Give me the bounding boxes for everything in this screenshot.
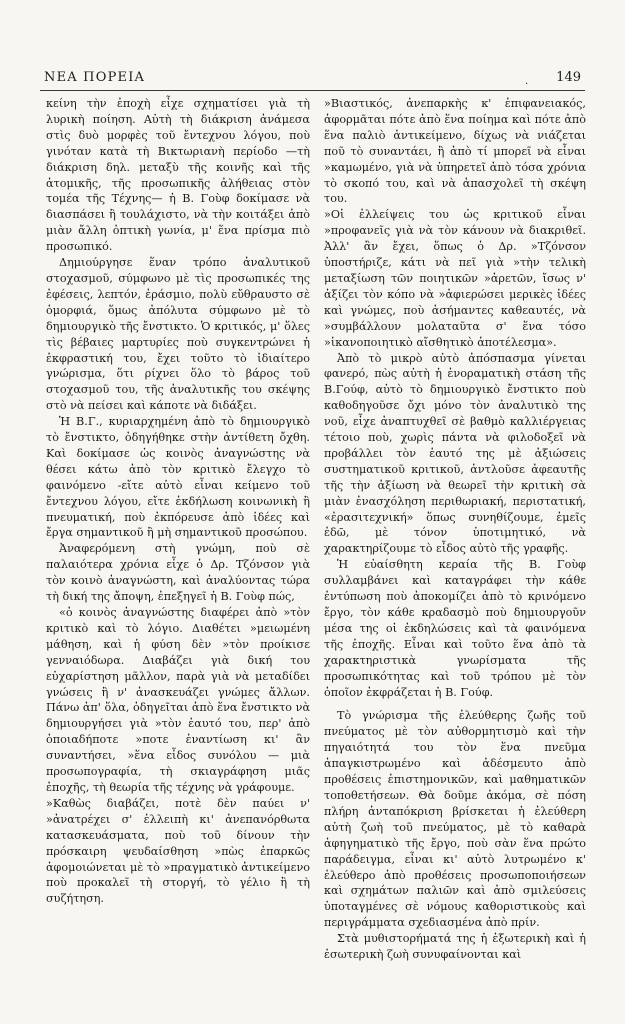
paragraph: Τὸ γνώρισμα τῆς ἐλεύθερης ζωῆς τοῦ πνεύματος μὲ τὸν αὐθορμητισμὸ καὶ τὴν πηγαιότητά του τὸν ἕνα πνεῦμα ἀπαγκιστρωμένο καὶ ἀδέσμευτο ἀπὸ προθέσεις ἐπιστημονικῶν, καὶ μαθηματικῶν τοποθετήσεων. Θὰ δοῦμε ἀκόμα, σὲ πόση πλήρη ἀνταπόκριση βρίσκεται ἡ ἐλεύθερη αὐτὴ ζωὴ τοῦ πνεύματος, μὲ τὸ καθαρὰ ἀφηγηματικὸ τῆς ἔργο, ποὺ σὰν ἕνα πρώτο παράδειγμα, εἶναι κι' αὐτὸ λυτρωμένο κ' ἐλεύθερο ἀπὸ προθέσεις προσωποποιήσεων καὶ σχημάτων παλιῶν καὶ ἀπὸ σμιλεύσεις ὑποταγμένες σὲ νόμους καθοριστικοὺς καὶ περιγράμματα σχεδιασμένα ἀπὸ πρίν.	[324, 709, 586, 930]
paragraph: κείνη τὴν ἐποχὴ εἶχε σχηματίσει γιὰ τὴ λυρικὴ ποίηση. Αὐτὴ τὴ διάκριση ἀνάμεσα στὶς δυὸ μορφὲς τοῦ ἔντεχνου λόγου, ποὺ γινόταν κατὰ τὴ Βικτωριανὴ περίοδο —τὴ διάκριση δηλ. μεταξὺ τῆς κοινῆς καὶ τῆς ἀτομικῆς, τῆς προσωπικῆς ἀλήθειας στὸν τομέα τῆς Τέχνης— ἡ Β. Γοὺφ δοκίμασε νὰ διασπάσει ἢ τουλάχιστο, νὰ τὴν κοιτάξει ἀπὸ μιὰν ἄλλη ὀπτικὴ γωνία, μ' ἕνα πρίσμα πιὸ προσωπικό.	[46, 97, 310, 254]
running-header	[40, 66, 585, 91]
paragraph: Ἡ Β.Γ., κυριαρχημένη ἀπὸ τὸ δημιουργικὸ τὸ ἔνστικτο, ὁδηγήθηκε στὴν ἀντίθετη ὄχθη. Καὶ δοκίμασε ὡς κοινὸς ἀναγνώστης νὰ θέσει κάτω ἀπὸ τὸν κριτικὸ ἔλεγχο τὸ φαινόμενο -εἴτε αὐτὸ εἶναι κείμενο τοῦ ἔντεχνου λόγου, εἴτε ἐκδήλωση κοινωνικὴ ἢ πνευματική, ποὺ ἐκπόρευσε ἀπὸ ἰδέες καὶ ἔργα σημαντικοῦ ἢ μὴ σημαντικοῦ προσώπου.	[46, 415, 310, 540]
left-column	[46, 96, 310, 907]
paragraph: Δημιούργησε ἕναν τρόπο ἀναλυτικοῦ στοχασμοῦ, σύμφωνο μὲ τὶς προσωπικές της ἐφέσεις, λεπτόν, ἐράσμιο, πολὺ εὔθραυστο σὲ ὁμορφιά, ὅμως ἀπόλυτα σύμφωνο μὲ τὸ δημιουργικὸ τῆς ἔνστικτο. Ὁ κριτικός, μ' ὅλες τὶς βέβαιες μαρτυρίες ποὺ συγκεντρώνει ἡ ἐκφραστική του, ἔχει τοῦτο τὸ ἰδιαίτερο γνώρισμα, ὅτι ρίχνει ὅλο τὸ βάρος τοῦ στοχασμοῦ του, τῆς ἀναλυτικῆς του σκέψης στὸ νὰ πείσει καὶ κάποτε νὰ διδάξει.	[46, 256, 310, 413]
right-column	[324, 96, 586, 963]
journal-title: ΝΕΑ ΠΟΡΕΙΑ	[44, 70, 146, 85]
quote-paragraph: »Καθὼς διαβάζει, ποτὲ δὲν παύει ν' »ἀνατρέχει σ' ἐλλειπὴ κι' ἀνεπανόρθωτα κατασκευάσματα, ποὺ τοῦ δίνουν τὴν πρόσκαιρη ψευδαίσθηση »πὼς ἐπαρκῶς ἀφομοιώνεται μὲ τὸ »πραγματικὸ ἀντικείμενο ποὺ προκαλεῖ τὴ στοργή, τὸ γέλιο ἢ τὴ συζήτηση.	[46, 796, 310, 906]
paragraph: Στὰ μυθιστορήματά της ἡ ἐξωτερικὴ καὶ ἡ ἐσωτερικὴ ζωὴ συνυφαίνονται καὶ	[324, 932, 586, 962]
paragraph: Ἀπὸ τὸ μικρὸ αὐτὸ ἀπόσπασμα γίνεται φανερό, πὼς αὐτὴ ἡ ἐνοραματικὴ στάση τῆς Β.Γούφ, αὐτὸ τὸ δημιουργικὸ ἔνστικτο ποὺ καθοδηγοῦσε ὄχι μόνο τὸν ἀναλυτικὸ της νοῦ, εἶχε ἀναπτυχθεῖ σὲ βαθμὸ καλλιέργειας τέτοιο ποὺ, χωρὶς πάντα νὰ φιλοδοξεῖ νὰ προβάλλει τὸν ἑαυτό της μὲ ἀξιώσεις συστηματικοῦ κριτικοῦ, ἀντλοῦσε ἀφεαυτῆς τῆς τὴν ἀξίωση νὰ θεωρεῖ τὴν κριτικὴ σὰ μιὰν ἐνασχόληση περιθωριακή, περιστατική, «ἐρασιτεχνική» ὅπως συνηθίζουμε, ἐμεῖς ἐδῶ, μὲ τόνον ὑποτιμητικό, νὰ χαρακτηρίζουμε τὸ εἶδος αὐτὸ τῆς γραφῆς.	[324, 351, 586, 556]
paragraph: Ἀναφερόμενη στὴ γνώμη, ποὺ σὲ παλαιότερα χρόνια εἶχε ὁ Δρ. Τζόνσον γιὰ τὸν κοινὸ ἀναγνώστη, καὶ ἀναλύοντας τώρα τὴ δική της ἄποψη, ἐπεξηγεῖ ἡ Β. Γοὺφ πώς,	[46, 542, 310, 604]
quote-paragraph: »Βιαστικός, ἀνεπαρκὴς κ' ἐπιφανειακός, ἁφορμᾶται πότε ἀπὸ ἕνα ποίημα καὶ πότε ἀπὸ ἕνα παλιὸ ἀντικείμενο, δίχως νὰ νιάζεται ποῦ τὸ συναντάει, ἢ ἀπὸ τί μπορεῖ νὰ εἶναι »καμωμένο, γιὰ νὰ ὑπηρετεῖ ἀπὸ τόσα χρόνια τὸ σκοπό του, καὶ νὰ ἀπασχολεῖ τὴ σκέψη του.	[324, 97, 586, 206]
paragraph: Ἡ εὐαίσθητη κεραία τῆς Β. Γοὺφ συλλαμβάνει καὶ καταγράφει τὴν κάθε ἐντύπωση ποὺ ἀποκομίζει ἀπὸ τὸ κρινόμενο ἔργο, τὸν κάθε κραδασμὸ ποὺ δημιουργοῦν μέσα της οἱ ἐκδηλώσεις καὶ τὰ φαινόμενα τῆς ἐποχῆς. Εἶναι καὶ τοῦτο ἕνα ἀπὸ τὰ χαρακτηριστικὰ γνωρίσματα τῆς προσωπικότητας καὶ τοῦ τρόπου μὲ τὸν ὁποῖον ἐκφράζεται ἡ Β. Γούφ.	[324, 558, 586, 699]
quote-paragraph: »Οἱ ἐλλείψεις του ὡς κριτικοῦ εἶναι »προφανεῖς γιὰ νὰ τὸν κάνουν νὰ διακριθεῖ. Ἀλλ' ἂν ἔχει, ὅπως ὁ Δρ. »Τζόνσον ὑποστήριζε, κάτι νὰ πεῖ γιὰ »τὴν τελικὴ μεταξίωση τῶν ποιητικῶν »ἀρετῶν, ἴσως ν' ἀξίζει τὸν κόπο νὰ »ἀφιερώσει μερικὲς ἰδέες καὶ γνώμες, ποὺ ἀσήμαντες καθεαυτές, νὰ »συμβάλλουν μολαταῦτα σ' ἕνα τόσο »ἱκανοποιητικὸ αἴσθητικὸ ἀποτέλεσμα».	[324, 208, 586, 349]
page-number: 149	[556, 70, 581, 85]
quote-paragraph: «ὁ κοινὸς ἀναγνώστης διαφέρει ἀπὸ »τὸν κριτικὸ καὶ τὸ λόγιο. Διαθέτει »μειωμένη μάθηση, καὶ ἡ φύση δὲν »τὸν προίκισε γενναιόδωρα. Διαβάζει γιὰ δική του εὐχαρίστηση μᾶλλον, παρὰ γιὰ νὰ μεταδίδει γνώσεις ἢ ν' ἀνασκευάζει γνώμες ἄλλων. Πάνω ἀπ' ὅλα, ὁδηγεῖται ἀπὸ ἕνα ἔνστικτο νὰ δημιουργήσει γιὰ »τὸν ἑαυτό του, περ' ἀπὸ ὁποιαδήποτε »ποτε ἐναντίωση κι' ἂν συναντήσει, »ἕνα εἶδος συνόλου — μιὰ προσωπογραφία, τὴ σκιαγράφηση μιᾶς ἐποχῆς, τὴ θεωρία τῆς τέχνης νὰ γράφουμε.	[46, 606, 310, 794]
header-dot: .	[525, 76, 529, 87]
